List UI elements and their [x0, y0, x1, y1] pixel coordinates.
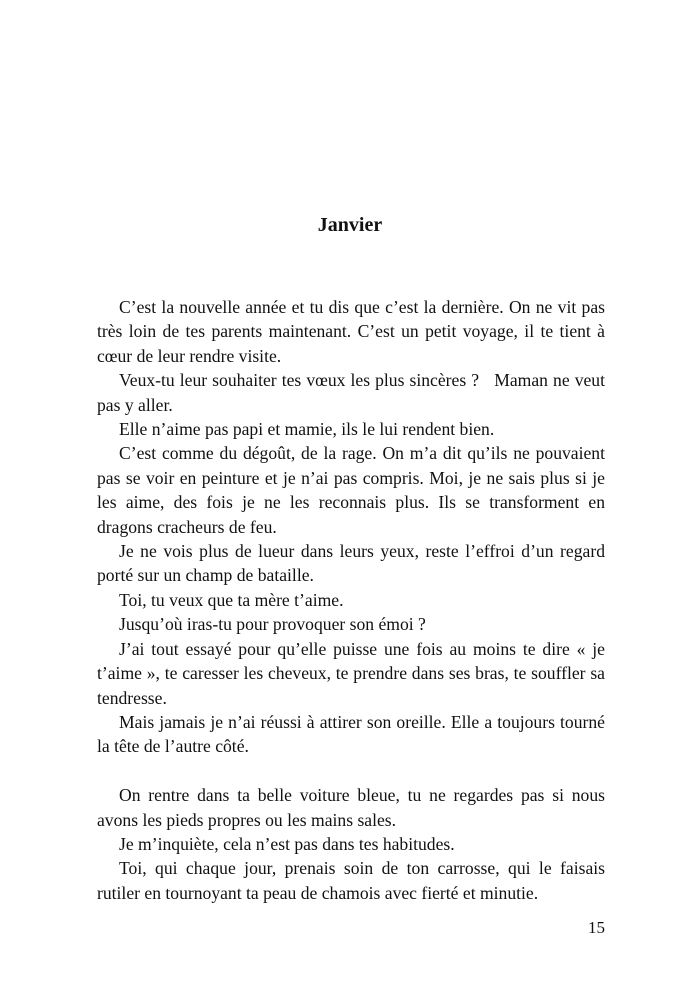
paragraph: Je m’inquiète, cela n’est pas dans tes habitudes.	[119, 833, 455, 854]
section-break	[97, 759, 605, 783]
paragraph: Toi, qui chaque jour, prenais soin de ton carrosse, qui le faisais rutiler en tournoyant ta peau de chamois avec fierté et minutie.	[97, 858, 605, 903]
paragraph: Mais jamais je n’ai réussi à attirer son oreille. Elle a toujours tourné la tête de l’autre côté.	[97, 711, 605, 757]
paragraph: J’ai tout essayé pour qu’elle puisse une fois au moins te dire « je t’aime », te caresser les cheveux, te prendre dans ses bras, te souffler sa tendresse.	[97, 638, 605, 708]
paragraph: On rentre dans ta belle voiture bleue, tu ne regardes pas si nous avons les pieds propres ou les mains sales.	[97, 785, 605, 830]
paragraph: C’est comme du dégoût, de la rage. On m’a dit qu’ils ne pouvaient pas se voir en peinture et je n’ai pas compris. Moi, je ne sais plus si je les aime, des fois je ne les reconnais plus. Ils se transforment en dragons cracheurs de feu.	[97, 443, 605, 537]
chapter-body	[97, 295, 605, 905]
paragraph: C’est la nouvelle année et tu dis que c’est la dernière. On ne vit pas très loin de tes parents maintenant. C’est un petit voyage, il te tient à cœur de leur rendre visite.	[97, 297, 605, 366]
page-number: 15	[588, 918, 605, 937]
paragraph: Elle n’aime pas papi et mamie, ils le lui rendent bien.	[119, 419, 495, 440]
paragraph: Toi, tu veux que ta mère t’aime.	[119, 589, 344, 610]
chapter-title: Janvier	[317, 214, 383, 237]
paragraph: Je ne vois plus de lueur dans leurs yeux, reste l’effroi d’un regard porté sur un champ de bataille.	[97, 541, 605, 586]
paragraph: Veux-tu leur souhaiter tes vœux les plus sincères ? Maman ne veut pas y aller.	[97, 370, 605, 415]
paragraph: Jusqu’où iras-tu pour provoquer son émoi ?	[119, 614, 426, 635]
